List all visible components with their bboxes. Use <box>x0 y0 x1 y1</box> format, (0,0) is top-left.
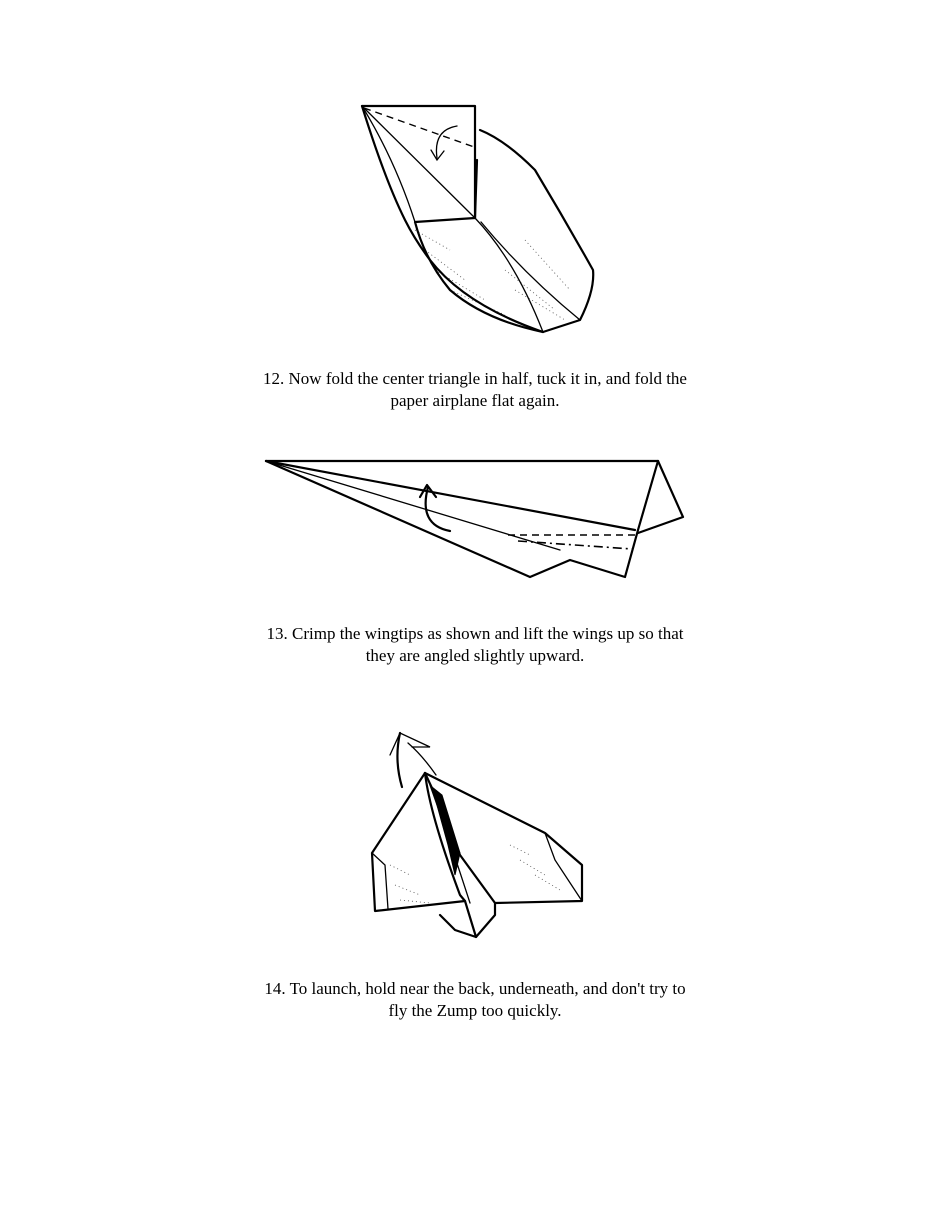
step-14-line-2: fly the Zump too quickly. <box>388 1001 562 1020</box>
fold-triangle-illustration <box>355 100 605 340</box>
step-13-line-1: 13. Crimp the wingtips as shown and lift the wings up so that <box>266 624 684 643</box>
step-12-line-1: 12. Now fold the center triangle in half, tuck it in, and fold the <box>263 369 687 388</box>
step-12-line-2: paper airplane flat again. <box>390 391 560 410</box>
step-13-caption <box>225 623 725 667</box>
crimp-wingtips-illustration <box>260 455 690 590</box>
step-14-caption <box>225 978 725 1022</box>
launch-airplane-illustration <box>360 725 590 945</box>
step-13-line-2: they are angled slightly upward. <box>365 646 585 665</box>
step-12-caption <box>225 368 725 412</box>
step-14-line-1: 14. To launch, hold near the back, underneath, and don't try to <box>264 979 686 998</box>
